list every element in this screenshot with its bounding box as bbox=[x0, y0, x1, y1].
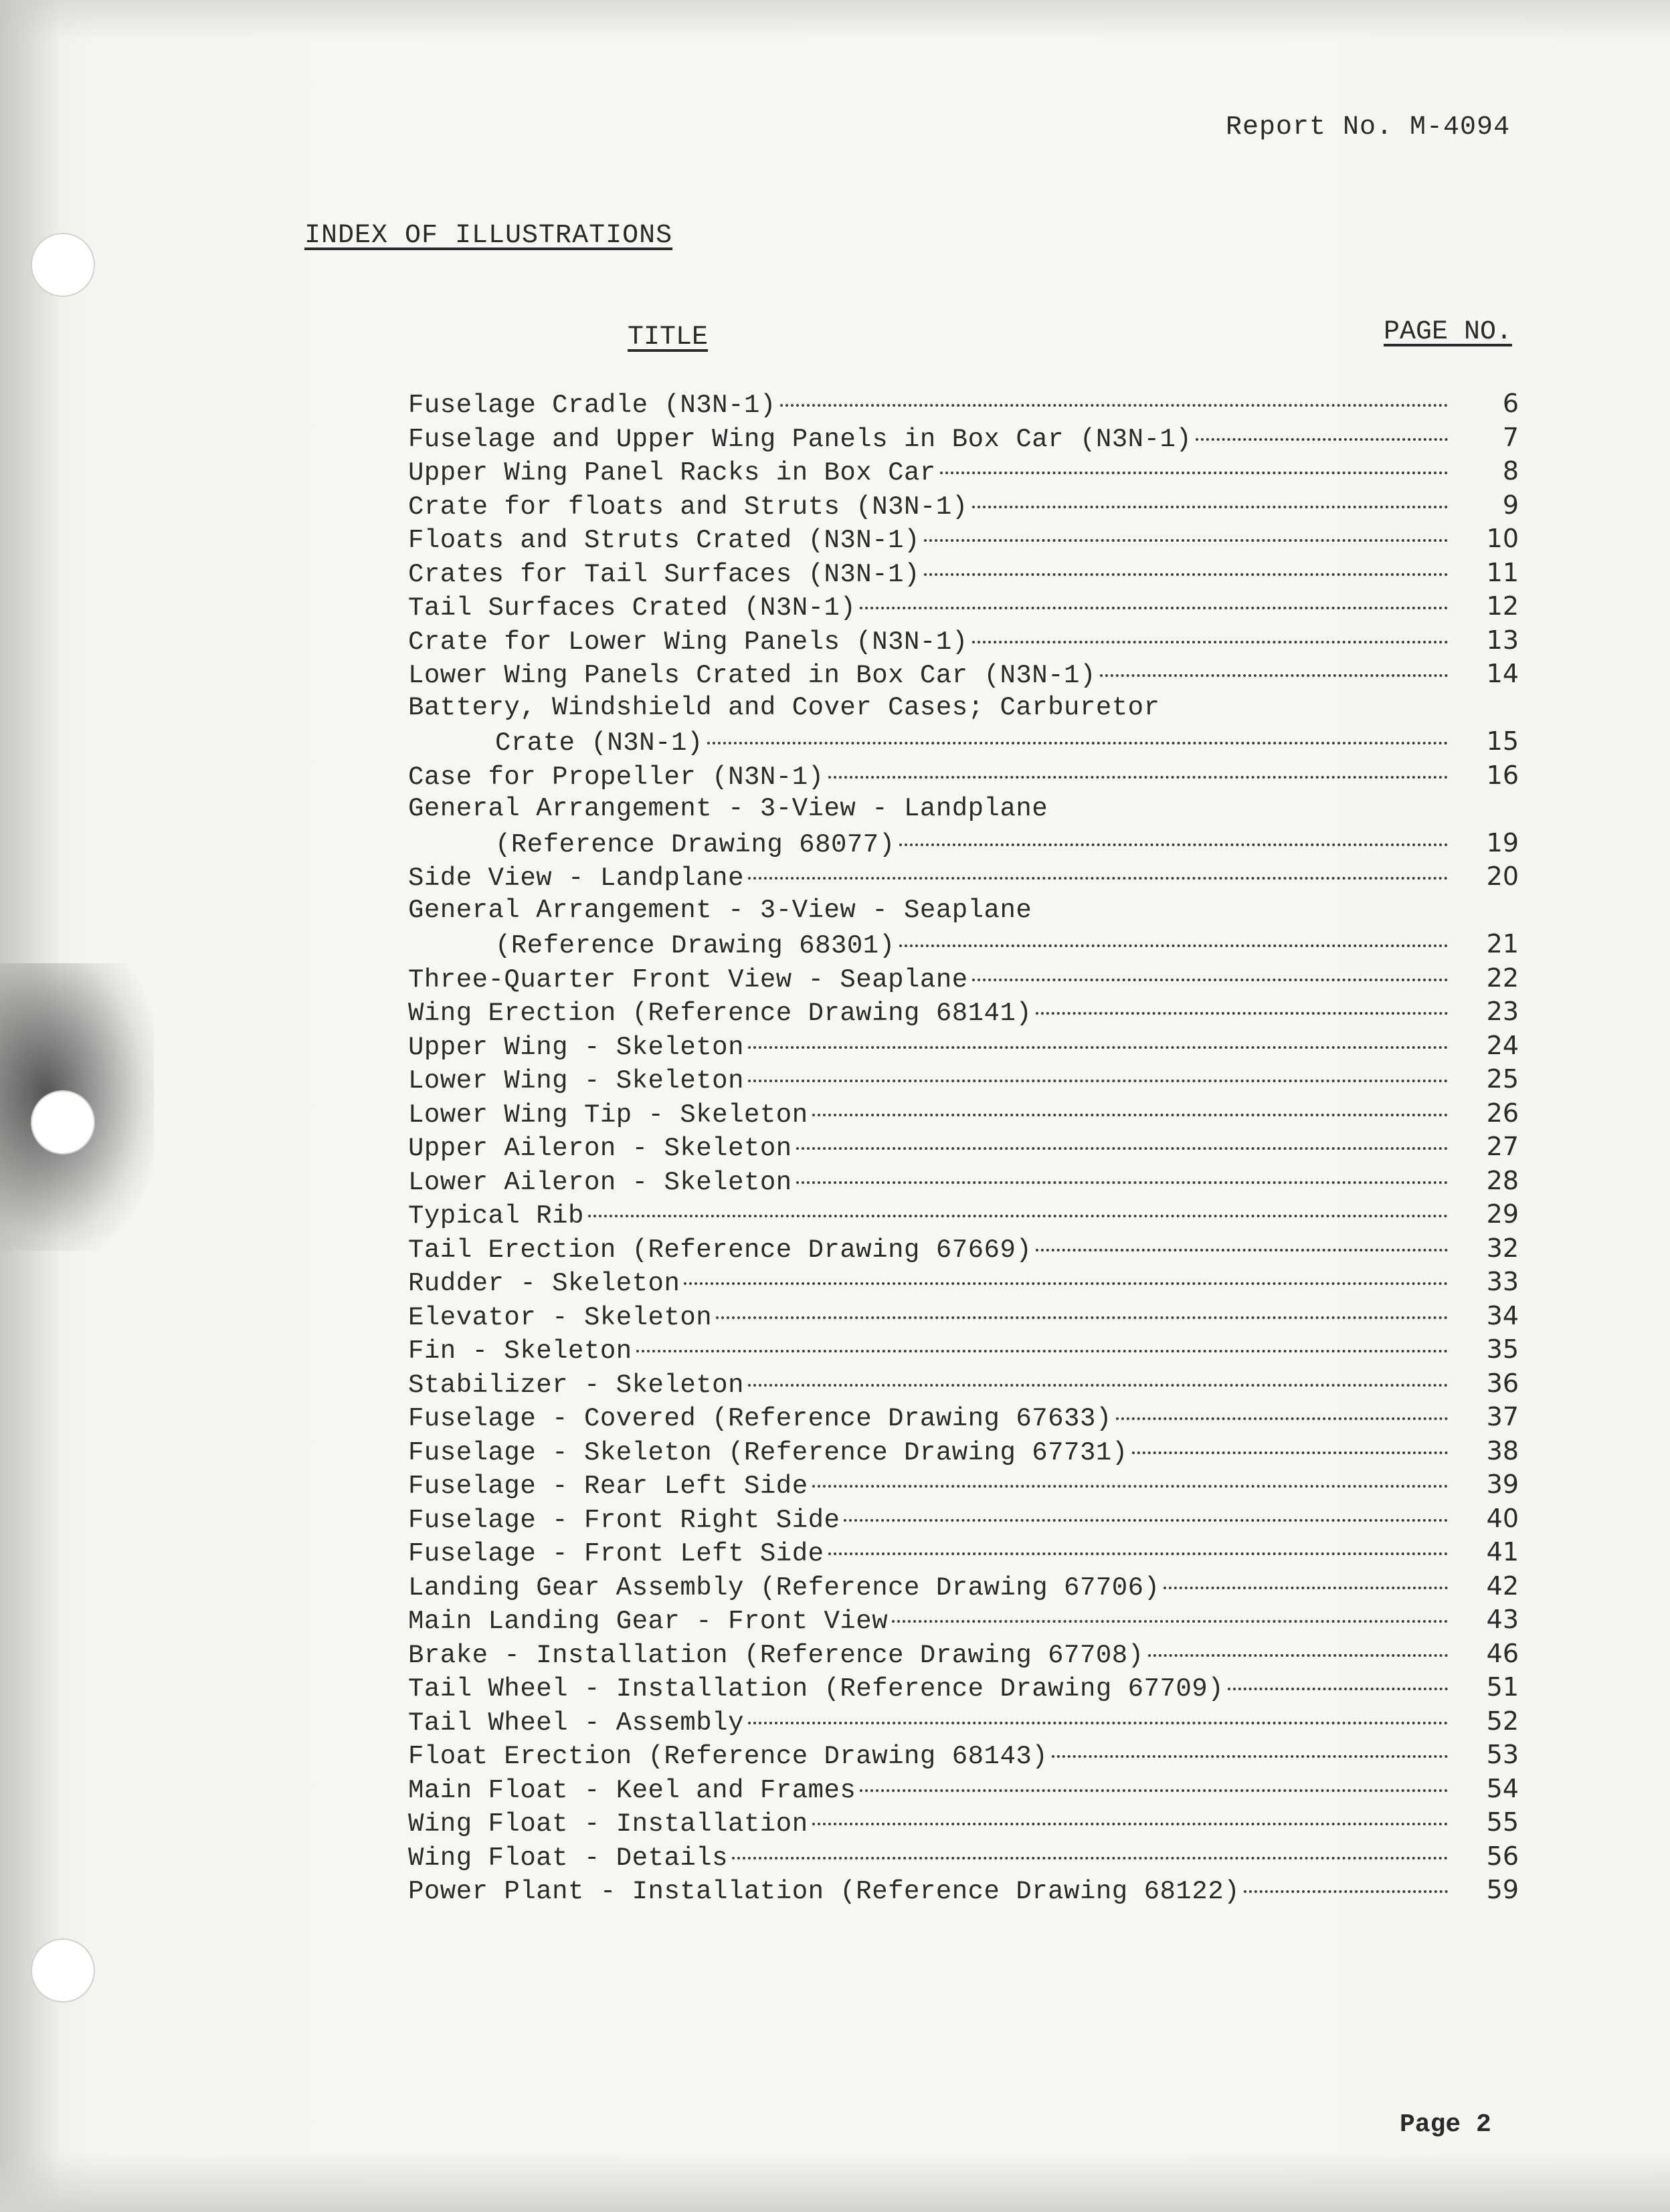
index-entry-continuation bbox=[408, 826, 1519, 860]
entry-page-number: 27 bbox=[1486, 1132, 1519, 1161]
punch-hole-middle bbox=[31, 1090, 95, 1154]
dot-leader bbox=[844, 1519, 1448, 1522]
entry-page-number: 14 bbox=[1486, 659, 1519, 688]
dot-leader bbox=[732, 1857, 1448, 1859]
entry-page-number: 56 bbox=[1486, 1841, 1519, 1871]
index-entry bbox=[408, 1839, 1519, 1874]
dot-leader bbox=[1036, 1249, 1448, 1251]
entry-page-number: 11 bbox=[1486, 557, 1519, 587]
dot-leader bbox=[588, 1215, 1448, 1217]
entry-page-number: 41 bbox=[1486, 1537, 1519, 1567]
index-entry bbox=[408, 1434, 1519, 1468]
entry-title: (Reference Drawing 68301) bbox=[495, 931, 895, 961]
dot-leader bbox=[636, 1350, 1448, 1352]
dot-leader bbox=[899, 944, 1448, 947]
entry-title: Tail Wheel - Installation (Reference Drawing 67709) bbox=[408, 1674, 1224, 1704]
index-entry bbox=[408, 556, 1519, 590]
entry-title: Rudder - Skeleton bbox=[408, 1269, 680, 1298]
index-entry bbox=[408, 488, 1519, 522]
entry-title: Upper Aileron - Skeleton bbox=[408, 1134, 792, 1163]
index-entry bbox=[408, 1265, 1519, 1299]
index-entry bbox=[408, 623, 1519, 658]
entry-page-number: 22 bbox=[1486, 963, 1519, 993]
entry-title: Fuselage - Covered (Reference Drawing 67633) bbox=[408, 1404, 1112, 1433]
column-header-title: TITLE bbox=[628, 322, 709, 353]
entry-page-number: 28 bbox=[1486, 1165, 1519, 1195]
index-entry bbox=[408, 1367, 1519, 1401]
dot-leader bbox=[780, 404, 1448, 407]
index-entry-continuation bbox=[408, 927, 1519, 961]
illustration-index-list bbox=[408, 387, 1519, 1907]
entry-title: General Arrangement - 3-View - Seaplane bbox=[408, 895, 1032, 925]
entry-title: Tail Wheel - Assembly bbox=[408, 1708, 744, 1738]
index-entry bbox=[408, 1468, 1519, 1502]
column-header-page: PAGE NO. bbox=[1384, 317, 1513, 347]
entry-title: Fuselage and Upper Wing Panels in Box Car (N3N-1) bbox=[408, 424, 1192, 454]
dot-leader bbox=[1228, 1688, 1448, 1690]
entry-page-number: 38 bbox=[1486, 1435, 1519, 1466]
dot-leader bbox=[748, 1080, 1448, 1082]
entry-title: Lower Wing Tip - Skeleton bbox=[408, 1100, 808, 1130]
index-entry-first-line bbox=[408, 894, 1519, 928]
index-entry-first-line bbox=[408, 792, 1519, 826]
entry-title: Three-Quarter Front View - Seaplane bbox=[408, 965, 968, 995]
entry-page-number: 39 bbox=[1486, 1470, 1519, 1499]
entry-title: General Arrangement - 3-View - Landplane bbox=[408, 794, 1048, 823]
index-entry bbox=[408, 1130, 1519, 1164]
entry-page-number: 24 bbox=[1486, 1030, 1519, 1060]
entry-title: Crates for Tail Surfaces (N3N-1) bbox=[408, 559, 920, 589]
entry-page-number: 20 bbox=[1486, 862, 1519, 891]
entry-page-number: 42 bbox=[1486, 1571, 1519, 1601]
entry-page-number: 19 bbox=[1486, 827, 1519, 858]
dot-leader bbox=[828, 1552, 1449, 1555]
entry-page-number: 7 bbox=[1502, 422, 1519, 452]
entry-title: Fuselage - Rear Left Side bbox=[408, 1472, 808, 1501]
entry-page-number: 23 bbox=[1486, 997, 1519, 1026]
entry-title: Case for Propeller (N3N-1) bbox=[408, 762, 824, 792]
entry-page-number: 59 bbox=[1486, 1875, 1519, 1904]
entry-page-number: 46 bbox=[1486, 1638, 1519, 1668]
index-entry bbox=[408, 589, 1519, 623]
dot-leader bbox=[796, 1181, 1448, 1184]
entry-title: Landing Gear Assembly (Reference Drawing 67706) bbox=[408, 1573, 1160, 1603]
entry-title: Lower Wing Panels Crated in Box Car (N3N-1) bbox=[408, 661, 1096, 690]
entry-title: Fuselage Cradle (N3N-1) bbox=[408, 391, 776, 420]
index-entry bbox=[408, 860, 1519, 894]
index-entry bbox=[408, 657, 1519, 691]
entry-title: Wing Erection (Reference Drawing 68141) bbox=[408, 999, 1032, 1028]
scan-top-edge bbox=[0, 0, 1670, 40]
entry-page-number: 36 bbox=[1486, 1368, 1519, 1398]
entry-title: Side View - Landplane bbox=[408, 864, 744, 893]
index-entry bbox=[408, 1502, 1519, 1536]
entry-title: (Reference Drawing 68077) bbox=[495, 829, 895, 860]
entry-title: Float Erection (Reference Drawing 68143) bbox=[408, 1742, 1048, 1771]
dot-leader bbox=[860, 607, 1448, 609]
index-entry bbox=[408, 1569, 1519, 1603]
entry-page-number: 15 bbox=[1486, 726, 1519, 756]
dot-leader bbox=[1052, 1755, 1448, 1758]
index-entry bbox=[408, 1029, 1519, 1063]
index-entry bbox=[408, 522, 1519, 556]
index-entry bbox=[408, 1670, 1519, 1704]
dot-leader bbox=[1132, 1451, 1448, 1454]
index-entry bbox=[408, 759, 1519, 793]
report-number: Report No. M-4094 bbox=[1226, 112, 1511, 142]
entry-page-number: 12 bbox=[1486, 591, 1519, 621]
index-entry bbox=[408, 1062, 1519, 1096]
index-entry bbox=[408, 1805, 1519, 1839]
dot-leader bbox=[812, 1485, 1448, 1488]
entry-title: Upper Wing Panel Racks in Box Car bbox=[408, 458, 936, 488]
dot-leader bbox=[716, 1316, 1448, 1319]
entry-title: Fuselage - Front Right Side bbox=[408, 1505, 840, 1535]
index-entry bbox=[408, 961, 1519, 995]
index-entry bbox=[408, 1164, 1519, 1198]
entry-title: Elevator - Skeleton bbox=[408, 1302, 713, 1332]
entry-page-number: 37 bbox=[1486, 1402, 1519, 1431]
entry-title: Tail Erection (Reference Drawing 67669) bbox=[408, 1235, 1032, 1265]
entry-title: Upper Wing - Skeleton bbox=[408, 1032, 744, 1062]
index-entry bbox=[408, 1738, 1519, 1772]
dot-leader bbox=[748, 1722, 1448, 1724]
entry-title: Lower Aileron - Skeleton bbox=[408, 1167, 792, 1197]
entry-page-number: 55 bbox=[1486, 1807, 1519, 1837]
index-entry bbox=[408, 1096, 1519, 1130]
entry-page-number: 40 bbox=[1486, 1503, 1519, 1533]
index-entry bbox=[408, 421, 1519, 455]
index-entry bbox=[408, 1873, 1519, 1907]
index-entry bbox=[408, 995, 1519, 1029]
index-entry bbox=[408, 454, 1519, 488]
index-entry bbox=[408, 1400, 1519, 1434]
dot-leader bbox=[796, 1147, 1448, 1150]
index-entry bbox=[408, 1197, 1519, 1231]
entry-page-number: 21 bbox=[1486, 929, 1519, 959]
dot-leader bbox=[684, 1282, 1448, 1285]
entry-page-number: 26 bbox=[1486, 1098, 1519, 1128]
entry-page-number: 32 bbox=[1486, 1233, 1519, 1263]
index-entry-continuation bbox=[408, 724, 1519, 759]
entry-title: Lower Wing - Skeleton bbox=[408, 1066, 744, 1096]
dot-leader bbox=[748, 877, 1448, 880]
entry-page-number: 6 bbox=[1502, 389, 1519, 418]
dot-leader bbox=[972, 506, 1448, 508]
dot-leader bbox=[828, 776, 1449, 779]
entry-title: Floats and Struts Crated (N3N-1) bbox=[408, 526, 920, 555]
entry-title: Wing Float - Details bbox=[408, 1843, 729, 1873]
index-heading: INDEX OF ILLUSTRATIONS bbox=[304, 221, 673, 251]
entry-page-number: 25 bbox=[1486, 1064, 1519, 1094]
entry-page-number: 35 bbox=[1486, 1334, 1519, 1364]
dot-leader bbox=[892, 1620, 1448, 1623]
entry-title: Main Landing Gear - Front View bbox=[408, 1607, 889, 1636]
entry-page-number: 10 bbox=[1486, 524, 1519, 553]
index-entry bbox=[408, 1603, 1519, 1637]
entry-page-number: 8 bbox=[1502, 456, 1519, 486]
index-entry-first-line bbox=[408, 691, 1519, 725]
entry-title: Battery, Windshield and Cover Cases; Carburetor bbox=[408, 692, 1160, 722]
entry-page-number: 53 bbox=[1486, 1740, 1519, 1769]
dot-leader bbox=[1196, 438, 1448, 441]
dot-leader bbox=[812, 1823, 1448, 1825]
entry-title: Power Plant - Installation (Reference Drawing 68122) bbox=[408, 1877, 1240, 1906]
entry-page-number: 54 bbox=[1486, 1773, 1519, 1803]
entry-title: Main Float - Keel and Frames bbox=[408, 1775, 856, 1805]
dot-leader bbox=[860, 1789, 1448, 1792]
index-entry bbox=[408, 1772, 1519, 1806]
dot-leader bbox=[940, 472, 1448, 474]
dot-leader bbox=[924, 573, 1448, 576]
entry-page-number: 52 bbox=[1486, 1706, 1519, 1736]
index-entry bbox=[408, 1704, 1519, 1738]
dot-leader bbox=[812, 1114, 1448, 1116]
entry-page-number: 29 bbox=[1486, 1199, 1519, 1229]
entry-title: Tail Surfaces Crated (N3N-1) bbox=[408, 593, 856, 623]
entry-title: Crate (N3N-1) bbox=[495, 728, 703, 758]
index-entry bbox=[408, 387, 1519, 421]
entry-title: Fin - Skeleton bbox=[408, 1336, 632, 1366]
entry-page-number: 34 bbox=[1486, 1300, 1519, 1330]
index-entry bbox=[408, 1231, 1519, 1266]
dot-leader bbox=[972, 641, 1448, 643]
dot-leader bbox=[972, 979, 1448, 981]
dot-leader bbox=[1164, 1587, 1448, 1589]
entry-title: Crate for Lower Wing Panels (N3N-1) bbox=[408, 627, 968, 657]
punch-hole-top bbox=[31, 233, 95, 297]
entry-title: Fuselage - Front Left Side bbox=[408, 1539, 824, 1569]
index-entry bbox=[408, 1535, 1519, 1569]
index-entry bbox=[408, 1332, 1519, 1367]
entry-title: Crate for floats and Struts (N3N-1) bbox=[408, 492, 968, 522]
entry-page-number: 33 bbox=[1486, 1267, 1519, 1296]
index-entry bbox=[408, 1637, 1519, 1671]
entry-page-number: 16 bbox=[1486, 760, 1519, 790]
entry-title: Fuselage - Skeleton (Reference Drawing 67731) bbox=[408, 1437, 1128, 1468]
dot-leader bbox=[748, 1384, 1448, 1387]
entry-page-number: 43 bbox=[1486, 1605, 1519, 1634]
dot-leader bbox=[1148, 1654, 1448, 1657]
dot-leader bbox=[1100, 674, 1448, 677]
dot-leader bbox=[1116, 1417, 1448, 1420]
scan-bottom-edge bbox=[0, 2152, 1670, 2212]
dot-leader bbox=[899, 843, 1448, 846]
index-entry bbox=[408, 1299, 1519, 1333]
entry-title: Wing Float - Installation bbox=[408, 1809, 808, 1839]
page-number-footer: Page 2 bbox=[1400, 2110, 1491, 2139]
entry-page-number: 51 bbox=[1486, 1672, 1519, 1702]
entry-page-number: 9 bbox=[1502, 490, 1519, 520]
entry-title: Stabilizer - Skeleton bbox=[408, 1370, 744, 1400]
punch-hole-bottom bbox=[31, 1938, 95, 2003]
entry-title: Typical Rib bbox=[408, 1201, 584, 1231]
entry-title: Brake - Installation (Reference Drawing 67708) bbox=[408, 1640, 1144, 1670]
entry-page-number: 13 bbox=[1486, 625, 1519, 655]
dot-leader bbox=[1244, 1890, 1448, 1893]
dot-leader bbox=[1036, 1012, 1448, 1015]
dot-leader bbox=[707, 742, 1448, 744]
dot-leader bbox=[924, 539, 1448, 542]
dot-leader bbox=[748, 1046, 1448, 1049]
